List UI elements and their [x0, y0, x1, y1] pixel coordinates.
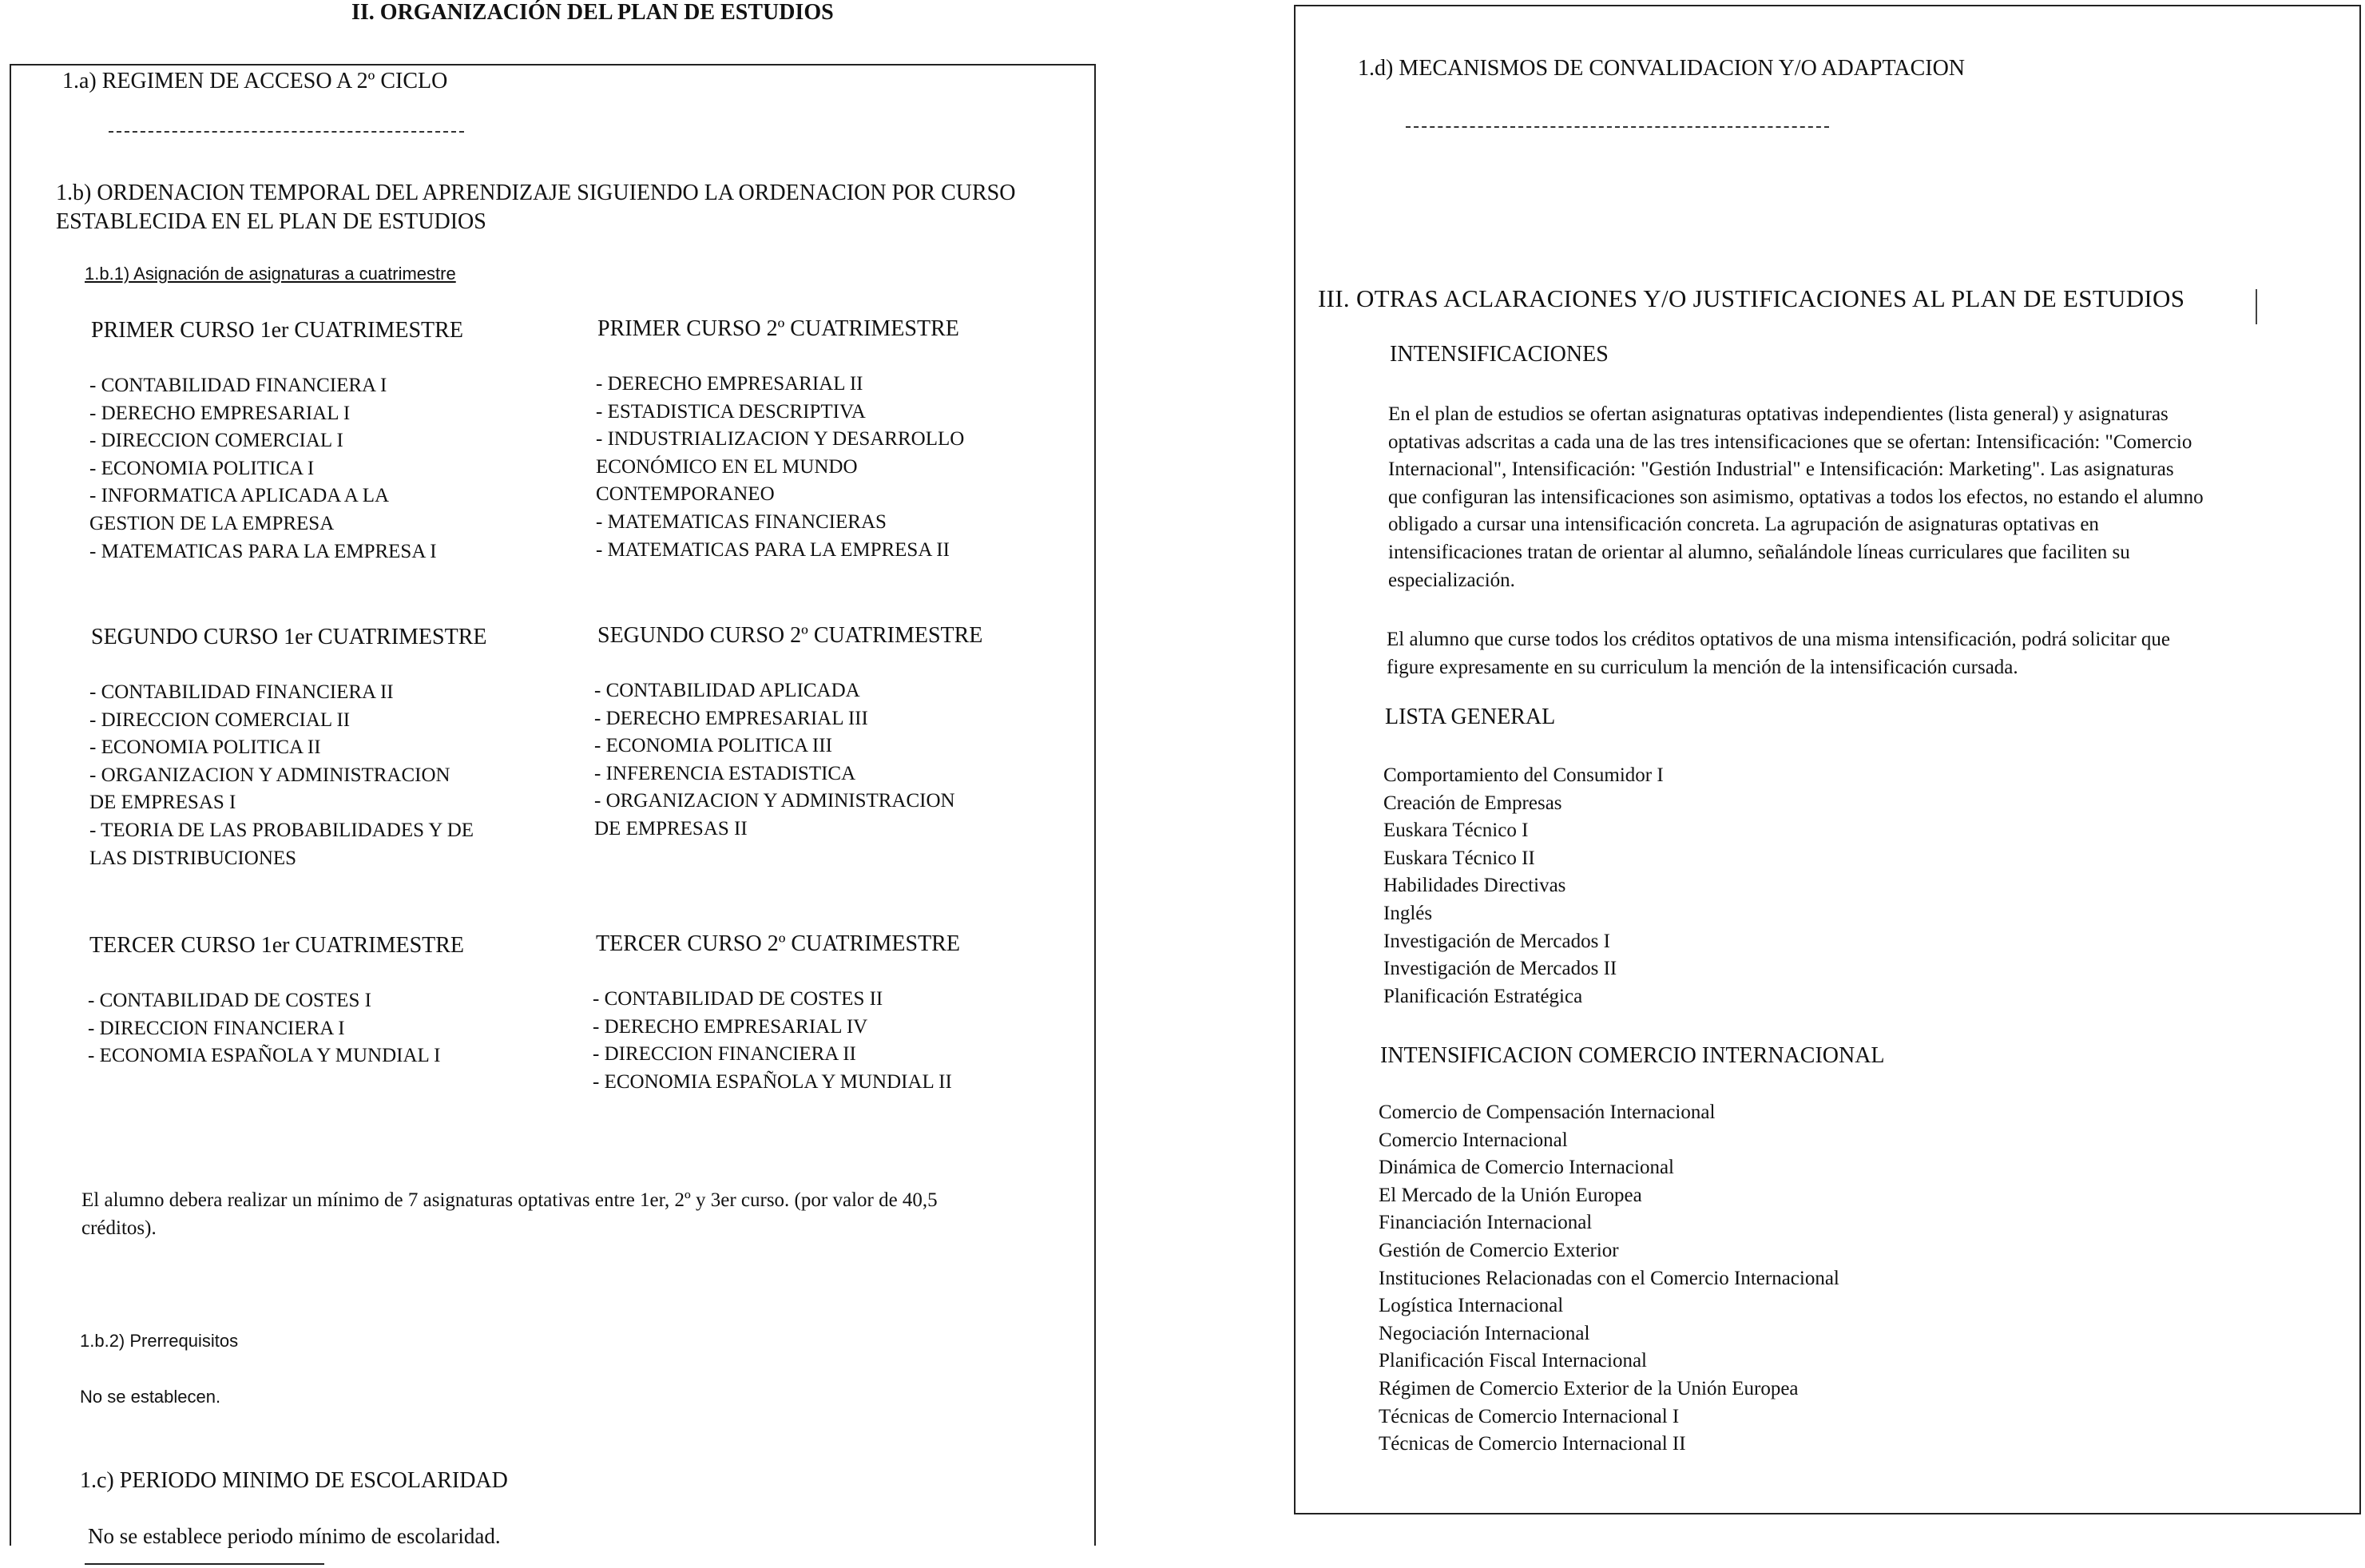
paragraph-line: intensificaciones tratan de orientar al alumno, señalándole líneas curriculares que faciliten su — [1388, 541, 2130, 563]
section-1c-heading: 1.c) PERIODO MINIMO DE ESCOLARIDAD — [80, 1468, 508, 1493]
optativas-line1: El alumno debera realizar un mínimo de 7 asignaturas optativas entre 1er, 2º y 3er curso. (por valor de 40,5 — [81, 1189, 938, 1211]
list-item: - MATEMATICAS FINANCIERAS — [596, 510, 887, 533]
section-1c-text: No se establece periodo mínimo de escolaridad. — [88, 1524, 501, 1548]
list-item: - MATEMATICAS PARA LA EMPRESA II — [596, 538, 950, 561]
list-item: Creación de Empresas — [1383, 792, 1562, 814]
paragraph-line: que configuran las intensificaciones son asimismo, optativas a todos los efectos, no estando el alumno — [1388, 486, 2204, 508]
list-item: Comercio Internacional — [1379, 1129, 1568, 1151]
list-item: Financiación Internacional — [1379, 1212, 1593, 1234]
list-item: - ECONOMIA ESPAÑOLA Y MUNDIAL I — [88, 1045, 441, 1067]
paragraph-line: obligado a cursar una intensificación concreta. La agrupación de asignaturas optativas en — [1388, 514, 2099, 536]
list-item: - ECONOMIA POLITICA I — [89, 457, 315, 479]
list-item: - DIRECCION FINANCIERA II — [593, 1043, 856, 1066]
list-item: - DIRECCION FINANCIERA I — [88, 1017, 345, 1039]
list-item: - ECONOMIA ESPAÑOLA Y MUNDIAL II — [593, 1070, 952, 1093]
section-1b2-heading: 1.b.2) Prerrequisitos — [80, 1331, 239, 1351]
intensificaciones-paragraph — [1388, 401, 2204, 594]
list-item: Gestión de Comercio Exterior — [1379, 1239, 1619, 1261]
curso-2-c2-list — [594, 677, 955, 844]
curso-3-c2-list — [593, 986, 952, 1096]
list-item: - ORGANIZACION Y ADMINISTRACION — [594, 790, 955, 812]
list-item: Planificación Estratégica — [1383, 985, 1583, 1007]
list-item: Comportamiento del Consumidor I — [1383, 764, 1664, 786]
paragraph-line: Internacional", Intensificación: "Gestión Industrial" e Intensificación: Marketing". Las asignaturas — [1388, 458, 2174, 481]
list-item: - DIRECCION COMERCIAL I — [89, 430, 343, 452]
section-1b-line1: 1.b) ORDENACION TEMPORAL DEL APRENDIZAJE SIGUIENDO LA ORDENACION POR CURSO — [56, 181, 1016, 205]
list-item: - ESTADISTICA DESCRIPTIVA — [596, 400, 866, 423]
list-item: - CONTABILIDAD DE COSTES II — [593, 988, 883, 1010]
section-1a-heading: 1.a) REGIMEN DE ACCESO A 2º CICLO — [62, 69, 448, 93]
list-item: - DERECHO EMPRESARIAL IV — [593, 1015, 868, 1038]
curso-2-c1-title: SEGUNDO CURSO 1er CUATRIMESTRE — [91, 625, 487, 649]
list-item: - DERECHO EMPRESARIAL III — [594, 707, 868, 729]
list-item: Inglés — [1383, 902, 1433, 924]
list-item: Investigación de Mercados I — [1383, 930, 1610, 952]
list-item: Técnicas de Comercio Internacional I — [1379, 1405, 1680, 1427]
curso-1-c2-title: PRIMER CURSO 2º CUATRIMESTRE — [597, 316, 959, 341]
curso-1-c1-title: PRIMER CURSO 1er CUATRIMESTRE — [91, 318, 463, 343]
list-item: - INFORMATICA APLICADA A LA — [89, 485, 390, 507]
section-3-heading: III. OTRAS ACLARACIONES Y/O JUSTIFICACIONES AL PLAN DE ESTUDIOS — [1318, 284, 2185, 312]
list-item: Régimen de Comercio Exterior de la Unión Europea — [1379, 1377, 1799, 1399]
list-item: CONTEMPORANEO — [596, 483, 775, 506]
list-item: Euskara Técnico II — [1383, 847, 1535, 869]
list-item: ECONÓMICO EN EL MUNDO — [596, 455, 858, 478]
section-1d-heading: 1.d) MECANISMOS DE CONVALIDACION Y/O ADAPTACION — [1358, 56, 1966, 81]
list-item: - MATEMATICAS PARA LA EMPRESA I — [89, 540, 437, 562]
curso-1-c2-list — [596, 371, 964, 564]
section-1b2-text: No se establecen. — [80, 1387, 221, 1407]
paragraph-line: optativas adscritas a cada una de las tres intensificaciones que se ofertan: Intensificación: "Comercio — [1388, 431, 2192, 453]
list-item: Planificación Fiscal Internacional — [1379, 1350, 1647, 1372]
list-item: Técnicas de Comercio Internacional II — [1379, 1433, 1686, 1455]
list-item: Comercio de Compensación Internacional — [1379, 1102, 1716, 1123]
list-item: - INFERENCIA ESTADISTICA — [594, 762, 856, 784]
section-1b-heading — [56, 179, 1015, 236]
list-item: Dinámica de Comercio Internacional — [1379, 1157, 1674, 1179]
list-item: El Mercado de la Unión Europea — [1379, 1184, 1642, 1206]
list-item: - DERECHO EMPRESARIAL II — [596, 373, 863, 395]
paragraph-line: En el plan de estudios se ofertan asignaturas optativas independientes (lista general) y asignaturas — [1388, 403, 2169, 425]
list-item: - ORGANIZACION Y ADMINISTRACION — [89, 764, 450, 786]
optativas-paragraph — [81, 1187, 938, 1242]
list-item: Euskara Técnico I — [1383, 820, 1529, 842]
section-1a-blank-line — [109, 131, 464, 133]
section-1d-blank-line — [1406, 126, 1829, 128]
paragraph-line: especialización. — [1388, 569, 1515, 591]
lista-general-list — [1383, 762, 1664, 1010]
comercio-internacional-list — [1379, 1099, 1839, 1459]
list-item: - CONTABILIDAD FINANCIERA II — [89, 681, 394, 703]
curso-3-c2-title: TERCER CURSO 2º CUATRIMESTRE — [596, 931, 960, 956]
comercio-internacional-heading: INTENSIFICACION COMERCIO INTERNACIONAL — [1380, 1043, 1885, 1068]
paragraph-line: El alumno que curse todos los créditos optativos de una misma intensificación, podrá solicitar que — [1387, 629, 2171, 650]
list-item: DE EMPRESAS II — [594, 817, 748, 840]
list-item: DE EMPRESAS I — [89, 792, 236, 814]
list-item: Investigación de Mercados II — [1383, 958, 1617, 980]
optativas-line2: créditos). — [81, 1217, 157, 1239]
paragraph-line: figure expresamente en su curriculum la mención de la intensificación cursada. — [1387, 656, 2018, 678]
intensificaciones-heading: INTENSIFICACIONES — [1390, 342, 1609, 367]
curso-3-c1-list — [88, 987, 440, 1070]
list-item: - CONTABILIDAD DE COSTES I — [88, 990, 371, 1011]
section-1b-line2: ESTABLECIDA EN EL PLAN DE ESTUDIOS — [56, 209, 486, 234]
list-item: - CONTABILIDAD APLICADA — [594, 680, 860, 701]
list-item: GESTION DE LA EMPRESA — [89, 512, 335, 534]
list-item: Logística Internacional — [1379, 1295, 1564, 1317]
list-item: LAS DISTRIBUCIONES — [89, 847, 297, 869]
list-item: - DERECHO EMPRESARIAL I — [89, 402, 351, 424]
list-item: Habilidades Directivas — [1383, 875, 1566, 897]
list-item: - INDUSTRIALIZACION Y DESARROLLO — [596, 428, 965, 451]
curso-2-c1-list — [89, 679, 474, 872]
list-item: - DIRECCION COMERCIAL II — [89, 709, 351, 731]
list-item: Instituciones Relacionadas con el Comercio Internacional — [1379, 1267, 1839, 1289]
curso-3-c1-title: TERCER CURSO 1er CUATRIMESTRE — [89, 933, 465, 958]
list-item: - CONTABILIDAD FINANCIERA I — [89, 375, 387, 396]
curso-1-c1-list — [89, 372, 437, 566]
list-item: - ECONOMIA POLITICA III — [594, 735, 832, 757]
left-bottom-rule — [85, 1563, 324, 1565]
list-item: - TEORIA DE LAS PROBABILIDADES Y DE — [89, 819, 474, 841]
section-3-side-rule — [2256, 289, 2257, 324]
section-1b1-heading: 1.b.1) Asignación de asignaturas a cuatrimestre — [85, 264, 456, 284]
curso-2-c2-title: SEGUNDO CURSO 2º CUATRIMESTRE — [597, 623, 983, 648]
page-title: II. ORGANIZACIÓN DEL PLAN DE ESTUDIOS — [351, 0, 834, 25]
list-item: Negociación Internacional — [1379, 1322, 1590, 1344]
lista-general-heading: LISTA GENERAL — [1385, 705, 1556, 729]
list-item: - ECONOMIA POLITICA II — [89, 736, 321, 759]
mencion-paragraph — [1387, 626, 2170, 681]
